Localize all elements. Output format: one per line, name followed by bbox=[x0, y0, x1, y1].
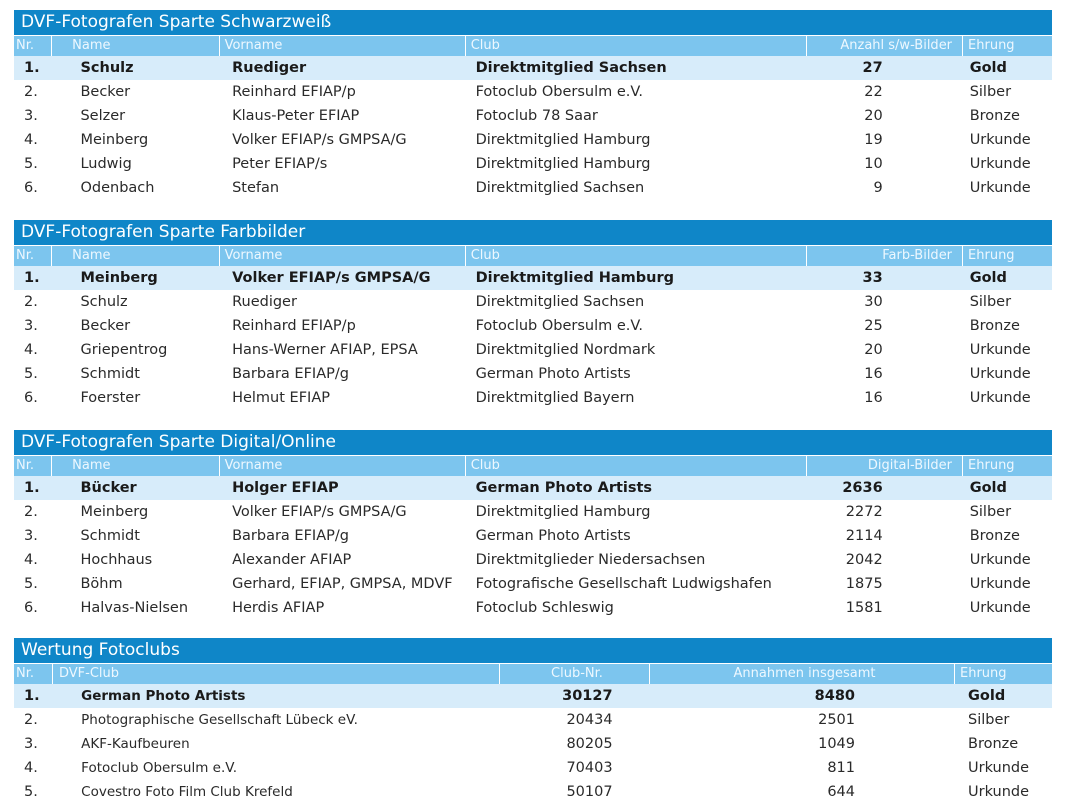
cell-count: 30 bbox=[864, 294, 883, 310]
cell-count: 1581 bbox=[845, 600, 883, 616]
table-row bbox=[14, 80, 1052, 104]
section-farbbilder bbox=[14, 220, 1052, 410]
cell-nr: 6. bbox=[24, 390, 38, 406]
table-row bbox=[14, 572, 1052, 596]
cell-name: Bücker bbox=[80, 480, 137, 496]
table-row bbox=[14, 684, 1052, 708]
cell-club-nr: 20434 bbox=[566, 712, 613, 728]
cell-name: Schmidt bbox=[80, 528, 140, 544]
cell-count: 9 bbox=[873, 180, 883, 196]
header-count: Farb-Bilder bbox=[806, 246, 962, 266]
cell-ehrung: Urkunde bbox=[969, 132, 1031, 148]
table-header bbox=[14, 245, 1052, 266]
cell-nr: 2. bbox=[24, 84, 38, 100]
cell-vorname: Volker EFIAP/s GMPSA/G bbox=[232, 504, 407, 520]
header-vorname: Vorname bbox=[219, 36, 465, 56]
cell-nr: 3. bbox=[24, 528, 38, 544]
table-row bbox=[14, 362, 1052, 386]
table-row bbox=[14, 152, 1052, 176]
cell-nr: 4. bbox=[24, 760, 38, 776]
table-row bbox=[14, 386, 1052, 410]
cell-ehrung: Urkunde bbox=[969, 342, 1031, 358]
table-row bbox=[14, 756, 1052, 780]
cell-nr: 1. bbox=[24, 270, 40, 286]
cell-vorname: Barbara EFIAP/g bbox=[232, 366, 349, 382]
cell-vorname: Helmut EFIAP bbox=[232, 390, 330, 406]
table-header bbox=[14, 663, 1052, 684]
cell-vorname: Volker EFIAP/s GMPSA/G bbox=[232, 270, 431, 286]
cell-club: Direktmitglied Hamburg bbox=[475, 504, 651, 520]
table-row bbox=[14, 732, 1052, 756]
cell-name: Foerster bbox=[80, 390, 141, 406]
cell-vorname: Herdis AFIAP bbox=[232, 600, 325, 616]
table-row bbox=[14, 128, 1052, 152]
cell-nr: 3. bbox=[24, 318, 38, 334]
cell-vorname: Ruediger bbox=[232, 294, 297, 310]
cell-count: 22 bbox=[864, 84, 883, 100]
cell-vorname: Holger EFIAP bbox=[232, 480, 339, 496]
header-ehrung: Ehrung bbox=[962, 36, 1052, 56]
cell-name: Meinberg bbox=[80, 504, 149, 520]
cell-club: Fotoclub Obersulm e.V. bbox=[475, 84, 644, 100]
cell-name: Schmidt bbox=[80, 366, 140, 382]
table-row bbox=[14, 524, 1052, 548]
cell-nr: 6. bbox=[24, 600, 38, 616]
cell-nr: 4. bbox=[24, 552, 38, 568]
cell-count: 10 bbox=[864, 156, 883, 172]
section-wertung-fotoclubs bbox=[14, 638, 1052, 804]
cell-club: Fotografische Gesellschaft Ludwigshafen bbox=[475, 576, 772, 592]
cell-club: Fotoclub Obersulm e.V. bbox=[475, 318, 644, 334]
cell-name: Becker bbox=[80, 84, 131, 100]
header-count: Anzahl s/w-Bilder bbox=[806, 36, 962, 56]
cell-annahmen: 2501 bbox=[818, 712, 855, 728]
cell-count: 27 bbox=[862, 60, 883, 76]
cell-vorname: Reinhard EFIAP/p bbox=[232, 318, 356, 334]
header-club: Club bbox=[465, 36, 806, 56]
cell-vorname: Klaus-Peter EFIAP bbox=[232, 108, 360, 124]
cell-count: 2636 bbox=[842, 480, 883, 496]
cell-count: 20 bbox=[864, 108, 883, 124]
cell-ehrung: Urkunde bbox=[969, 156, 1031, 172]
section-title: DVF-Fotografen Sparte Schwarzweiß bbox=[14, 10, 1052, 35]
cell-annahmen: 1049 bbox=[818, 736, 855, 752]
header-ehrung: Ehrung bbox=[962, 246, 1052, 266]
table-row bbox=[14, 338, 1052, 362]
cell-vorname: Alexander AFIAP bbox=[232, 552, 352, 568]
cell-vorname: Hans-Werner AFIAP, EPSA bbox=[232, 342, 418, 358]
cell-name: Böhm bbox=[80, 576, 123, 592]
cell-club: Direktmitglieder Niedersachsen bbox=[475, 552, 706, 568]
header-nr: Nr. bbox=[16, 248, 35, 263]
cell-count: 20 bbox=[864, 342, 883, 358]
header-nr: Nr. bbox=[16, 666, 35, 681]
cell-ehrung: Urkunde bbox=[969, 390, 1031, 406]
cell-club: German Photo Artists bbox=[475, 480, 653, 496]
cell-club: Direktmitglied Sachsen bbox=[475, 294, 645, 310]
cell-ehrung: Silber bbox=[969, 504, 1012, 520]
header-club: DVF-Club bbox=[52, 664, 499, 684]
cell-ehrung: Urkunde bbox=[969, 552, 1031, 568]
cell-name: Halvas-Nielsen bbox=[80, 600, 189, 616]
table-row bbox=[14, 476, 1052, 500]
header-vorname: Vorname bbox=[219, 456, 465, 476]
cell-club-nr: 50107 bbox=[566, 784, 613, 800]
cell-ehrung: Bronze bbox=[969, 528, 1020, 544]
cell-name: Schulz bbox=[80, 60, 134, 76]
cell-name: Ludwig bbox=[80, 156, 132, 172]
cell-name: Schulz bbox=[80, 294, 128, 310]
header-vorname: Vorname bbox=[219, 246, 465, 266]
cell-count: 16 bbox=[864, 390, 883, 406]
cell-vorname: Ruediger bbox=[232, 60, 307, 76]
cell-ehrung: Bronze bbox=[969, 318, 1020, 334]
cell-club: Fotoclub Obersulm e.V. bbox=[81, 760, 238, 776]
cell-name: Meinberg bbox=[80, 132, 149, 148]
cell-club: German Photo Artists bbox=[81, 688, 246, 704]
cell-club: AKF-Kaufbeuren bbox=[81, 736, 190, 752]
cell-name: Odenbach bbox=[80, 180, 155, 196]
table-header bbox=[14, 455, 1052, 476]
header-count: Digital-Bilder bbox=[806, 456, 962, 476]
cell-count: 16 bbox=[864, 366, 883, 382]
cell-ehrung: Silber bbox=[969, 84, 1012, 100]
cell-club: Covestro Foto Film Club Krefeld bbox=[81, 784, 293, 800]
cell-club: German Photo Artists bbox=[475, 528, 631, 544]
header-nr: Nr. bbox=[16, 38, 35, 53]
cell-nr: 1. bbox=[24, 480, 40, 496]
cell-ehrung: Bronze bbox=[968, 736, 1019, 752]
cell-ehrung: Urkunde bbox=[969, 576, 1031, 592]
cell-count: 19 bbox=[864, 132, 883, 148]
cell-club: Direktmitglied Hamburg bbox=[475, 270, 675, 286]
cell-name: Meinberg bbox=[80, 270, 158, 286]
table-row bbox=[14, 56, 1052, 80]
cell-annahmen: 8480 bbox=[814, 688, 855, 704]
header-name: Name bbox=[51, 36, 218, 56]
cell-count: 33 bbox=[862, 270, 883, 286]
cell-club-nr: 30127 bbox=[562, 688, 613, 704]
cell-club: Fotoclub Schleswig bbox=[475, 600, 614, 616]
table-row bbox=[14, 176, 1052, 200]
cell-nr: 1. bbox=[24, 60, 40, 76]
cell-ehrung: Urkunde bbox=[969, 600, 1031, 616]
cell-vorname: Volker EFIAP/s GMPSA/G bbox=[232, 132, 407, 148]
cell-club: Direktmitglied Hamburg bbox=[475, 156, 651, 172]
cell-ehrung: Silber bbox=[968, 712, 1010, 728]
header-ehrung: Ehrung bbox=[962, 456, 1052, 476]
header-name: Name bbox=[51, 456, 218, 476]
cell-nr: 5. bbox=[24, 576, 38, 592]
cell-club: Fotoclub 78 Saar bbox=[475, 108, 598, 124]
cell-nr: 5. bbox=[24, 156, 38, 172]
cell-ehrung: Gold bbox=[969, 60, 1007, 76]
cell-vorname: Barbara EFIAP/g bbox=[232, 528, 349, 544]
cell-club-nr: 70403 bbox=[566, 760, 613, 776]
header-ehrung: Ehrung bbox=[954, 664, 1046, 684]
cell-vorname: Reinhard EFIAP/p bbox=[232, 84, 356, 100]
cell-nr: 2. bbox=[24, 294, 38, 310]
section-title: DVF-Fotografen Sparte Digital/Online bbox=[14, 430, 1052, 455]
cell-count: 2042 bbox=[845, 552, 883, 568]
header-nr: Nr. bbox=[16, 458, 35, 473]
cell-nr: 6. bbox=[24, 180, 38, 196]
cell-count: 2272 bbox=[845, 504, 883, 520]
table-row bbox=[14, 266, 1052, 290]
header-annahmen: Annahmen insgesamt bbox=[649, 664, 954, 684]
cell-club: Direktmitglied Sachsen bbox=[475, 60, 667, 76]
table-row bbox=[14, 290, 1052, 314]
section-digital-online bbox=[14, 430, 1052, 620]
cell-ehrung: Gold bbox=[969, 270, 1007, 286]
cell-nr: 2. bbox=[24, 712, 38, 728]
cell-ehrung: Urkunde bbox=[969, 366, 1031, 382]
section-schwarzweiss bbox=[14, 10, 1052, 200]
header-club-nr: Club-Nr. bbox=[499, 664, 649, 684]
cell-nr: 5. bbox=[24, 784, 38, 800]
cell-club: German Photo Artists bbox=[475, 366, 631, 382]
cell-club: Direktmitglied Hamburg bbox=[475, 132, 651, 148]
cell-ehrung: Bronze bbox=[969, 108, 1020, 124]
cell-ehrung: Urkunde bbox=[969, 180, 1031, 196]
cell-count: 25 bbox=[864, 318, 883, 334]
cell-club: Direktmitglied Sachsen bbox=[475, 180, 645, 196]
table-row bbox=[14, 500, 1052, 524]
table-row bbox=[14, 780, 1052, 804]
cell-name: Hochhaus bbox=[80, 552, 153, 568]
table-header bbox=[14, 35, 1052, 56]
cell-name: Selzer bbox=[80, 108, 126, 124]
header-club: Club bbox=[465, 456, 806, 476]
cell-club: Direktmitglied Bayern bbox=[475, 390, 635, 406]
cell-nr: 3. bbox=[24, 736, 38, 752]
cell-nr: 5. bbox=[24, 366, 38, 382]
cell-annahmen: 644 bbox=[827, 784, 855, 800]
cell-nr: 3. bbox=[24, 108, 38, 124]
cell-club: Direktmitglied Nordmark bbox=[475, 342, 656, 358]
section-title: DVF-Fotografen Sparte Farbbilder bbox=[14, 220, 1052, 245]
section-title: Wertung Fotoclubs bbox=[14, 638, 1052, 663]
table-row bbox=[14, 596, 1052, 620]
cell-name: Griepentrog bbox=[80, 342, 168, 358]
cell-ehrung: Silber bbox=[969, 294, 1012, 310]
cell-vorname: Stefan bbox=[232, 180, 280, 196]
table-row bbox=[14, 314, 1052, 338]
cell-name: Becker bbox=[80, 318, 131, 334]
table-row bbox=[14, 708, 1052, 732]
cell-vorname: Gerhard, EFIAP, GMPSA, MDVF bbox=[232, 576, 453, 592]
table-row bbox=[14, 548, 1052, 572]
header-name: Name bbox=[51, 246, 218, 266]
cell-nr: 4. bbox=[24, 132, 38, 148]
cell-count: 2114 bbox=[845, 528, 883, 544]
cell-ehrung: Gold bbox=[969, 480, 1007, 496]
cell-club-nr: 80205 bbox=[566, 736, 613, 752]
cell-nr: 1. bbox=[24, 688, 40, 704]
cell-annahmen: 811 bbox=[827, 760, 855, 776]
cell-ehrung: Urkunde bbox=[968, 760, 1030, 776]
cell-ehrung: Urkunde bbox=[968, 784, 1030, 800]
table-row bbox=[14, 104, 1052, 128]
cell-club: Photographische Gesellschaft Lübeck eV. bbox=[81, 712, 358, 728]
cell-nr: 2. bbox=[24, 504, 38, 520]
cell-count: 1875 bbox=[845, 576, 883, 592]
cell-ehrung: Gold bbox=[968, 688, 1006, 704]
cell-vorname: Peter EFIAP/s bbox=[232, 156, 328, 172]
cell-nr: 4. bbox=[24, 342, 38, 358]
header-club: Club bbox=[465, 246, 806, 266]
